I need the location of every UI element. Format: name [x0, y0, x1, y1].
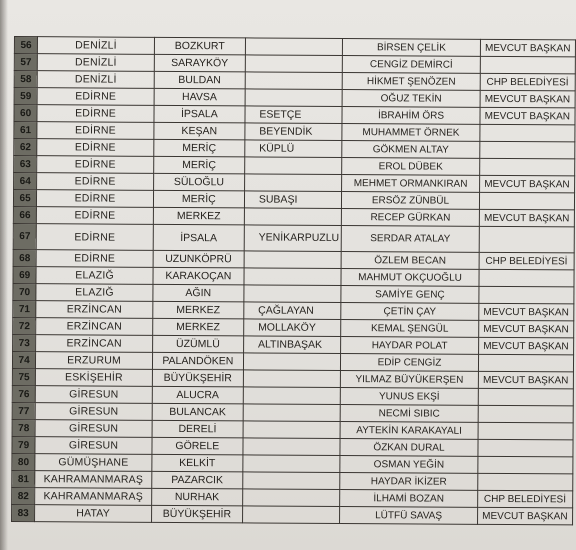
- candidate-name-cell: NECMİ SIBIC: [341, 405, 478, 423]
- town-cell: ÇAĞLAYAN: [244, 302, 342, 320]
- district-cell: KEŞAN: [154, 122, 245, 140]
- candidate-name-cell: ÖZKAN DURAL: [340, 439, 477, 457]
- candidate-name-cell: CENGİZ DEMİRCİ: [343, 56, 480, 74]
- district-cell: DERELİ: [152, 420, 243, 438]
- candidate-name-cell: İBRAHİM ÖRS: [342, 107, 479, 125]
- district-cell: KELKİT: [152, 454, 243, 472]
- town-cell: ALTINBAŞAK: [243, 336, 341, 354]
- status-cell: [477, 456, 572, 474]
- district-cell: BÜYÜKŞEHİR: [151, 505, 242, 523]
- province-cell: EDİRNE: [37, 173, 154, 191]
- status-cell: [479, 269, 574, 287]
- candidate-name-cell: MEHMET ORMANKIRAN: [342, 175, 479, 193]
- row-number: 78: [12, 419, 35, 436]
- status-cell: [479, 124, 574, 142]
- candidate-name-cell: AYTEKİN KARAKAYALI: [340, 422, 477, 440]
- province-cell: KAHRAMANMARAŞ: [35, 471, 152, 489]
- candidate-name-cell: KEMAL ŞENGÜL: [341, 320, 478, 338]
- province-cell: ERZİNCAN: [36, 318, 153, 336]
- row-number: 80: [12, 453, 35, 470]
- row-number: 64: [14, 173, 37, 190]
- candidate-name-cell: HİKMET ŞENÖZEN: [343, 73, 480, 91]
- town-cell: MOLLAKÖY: [244, 319, 342, 337]
- province-cell: EDİRNE: [37, 207, 154, 225]
- district-cell: GÖRELE: [152, 437, 243, 455]
- status-cell: MEVCUT BAŞKAN: [480, 39, 575, 57]
- row-number: 71: [13, 300, 36, 317]
- district-cell: MERİÇ: [154, 139, 245, 157]
- province-cell: EDİRNE: [37, 105, 154, 123]
- status-cell: [478, 286, 573, 304]
- status-cell: CHP BELEDİYESİ: [480, 73, 575, 91]
- district-cell: SARAYKÖY: [154, 54, 245, 72]
- row-number: 65: [13, 190, 36, 207]
- candidate-name-cell: MAHMUT OKÇUOĞLU: [341, 269, 478, 287]
- town-cell: [243, 387, 341, 405]
- row-number: 69: [13, 266, 36, 283]
- town-cell: [245, 89, 343, 107]
- candidate-name-cell: HAYDAR POLAT: [341, 337, 478, 355]
- town-cell: [243, 353, 341, 371]
- row-number: 70: [13, 283, 36, 300]
- town-cell: [244, 174, 342, 192]
- town-cell: [244, 208, 342, 226]
- status-cell: MEVCUT BAŞKAN: [479, 209, 574, 227]
- row-number: 79: [12, 436, 35, 453]
- province-cell: DENİZLİ: [38, 37, 155, 55]
- row-number: 61: [14, 122, 37, 139]
- status-cell: CHP BELEDİYESİ: [477, 490, 572, 508]
- candidate-name-cell: ERSÖZ ZÜNBÜL: [342, 192, 479, 210]
- status-cell: [478, 422, 573, 440]
- province-cell: EDİRNE: [37, 156, 154, 174]
- province-cell: EDİRNE: [37, 139, 154, 157]
- town-cell: [245, 157, 343, 175]
- province-cell: ELAZIĞ: [36, 267, 153, 285]
- district-cell: MERKEZ: [152, 318, 243, 336]
- town-cell: [243, 421, 341, 439]
- province-cell: EDİRNE: [36, 250, 153, 268]
- table-row: [13, 223, 574, 252]
- district-cell: SÜLOĞLU: [153, 173, 244, 191]
- town-cell: [245, 55, 343, 73]
- row-number: 83: [12, 504, 35, 521]
- province-cell: ERZURUM: [36, 352, 153, 370]
- town-cell: [245, 72, 343, 90]
- district-cell: MERİÇ: [153, 156, 244, 174]
- candidate-name-cell: İLHAMİ BOZAN: [340, 490, 477, 508]
- district-cell: BULANCAK: [152, 403, 243, 421]
- row-number: 76: [12, 385, 35, 402]
- province-cell: EDİRNE: [37, 190, 154, 208]
- province-cell: EDİRNE: [37, 122, 154, 140]
- row-number: 66: [13, 206, 36, 223]
- town-cell: [243, 404, 341, 422]
- candidate-name-cell: EROL DÜBEK: [342, 158, 479, 176]
- row-number: 75: [12, 368, 35, 385]
- district-cell: AĞIN: [153, 284, 244, 302]
- status-cell: CHP BELEDİYESİ: [479, 252, 574, 270]
- province-cell: DENİZLİ: [38, 54, 155, 72]
- town-cell: [243, 472, 341, 490]
- candidate-name-cell: HAYDAR İKİZER: [340, 473, 477, 491]
- candidate-name-cell: ÖZLEM BECAN: [341, 252, 478, 270]
- town-cell: [244, 268, 342, 286]
- row-number: 59: [14, 88, 37, 105]
- status-cell: MEVCUT BAŞKAN: [480, 107, 575, 125]
- status-cell: MEVCUT BAŞKAN: [479, 175, 574, 193]
- status-cell: MEVCUT BAŞKAN: [480, 90, 575, 108]
- candidate-name-cell: GÖKMEN ALTAY: [342, 141, 479, 159]
- province-cell: HATAY: [35, 505, 152, 523]
- candidate-name-cell: OĞUZ TEKİN: [342, 90, 479, 108]
- district-cell: KARAKOÇAN: [153, 267, 244, 285]
- district-cell: İPSALA: [154, 105, 245, 123]
- status-cell: [480, 56, 575, 74]
- row-number: 82: [12, 487, 35, 504]
- district-cell: UZUNKÖPRÜ: [153, 250, 244, 268]
- district-cell: BOZKURT: [154, 37, 245, 55]
- status-cell: [478, 439, 573, 457]
- candidate-name-cell: YUNUS EKŞİ: [341, 388, 478, 406]
- row-number: 81: [12, 470, 35, 487]
- candidate-name-cell: SERDAR ATALAY: [342, 226, 479, 253]
- status-cell: [477, 473, 572, 491]
- status-cell: MEVCUT BAŞKAN: [478, 320, 573, 338]
- row-number: 68: [13, 249, 36, 266]
- town-cell: [244, 251, 342, 269]
- status-cell: [479, 158, 574, 176]
- row-number: 56: [14, 37, 37, 54]
- status-cell: MEVCUT BAŞKAN: [478, 371, 573, 389]
- status-cell: [479, 226, 575, 253]
- town-cell: YENİKARPUZLU: [244, 225, 342, 252]
- district-cell: HAVSA: [154, 88, 245, 106]
- district-cell: NURHAK: [151, 488, 242, 506]
- province-cell: GİRESUN: [35, 420, 152, 438]
- row-number: 67: [13, 223, 36, 249]
- candidate-name-cell: SAMİYE GENÇ: [341, 286, 478, 304]
- town-cell: [245, 38, 343, 56]
- row-number: 58: [14, 71, 37, 88]
- district-cell: İPSALA: [153, 224, 244, 251]
- province-cell: KAHRAMANMARAŞ: [35, 488, 152, 506]
- status-cell: MEVCUT BAŞKAN: [478, 303, 573, 321]
- candidate-name-cell: YILMAZ BÜYÜKERŞEN: [341, 371, 478, 389]
- row-number: 60: [14, 105, 37, 122]
- town-cell: ESETÇE: [245, 106, 343, 124]
- district-cell: BULDAN: [154, 71, 245, 89]
- row-number: 74: [12, 351, 35, 368]
- district-cell: MERKEZ: [153, 207, 244, 225]
- status-cell: MEVCUT BAŞKAN: [478, 337, 573, 355]
- status-cell: [478, 388, 573, 406]
- candidate-name-cell: MUHAMMET ÖRNEK: [342, 124, 479, 142]
- candidate-table: [11, 36, 576, 525]
- page-shadow: [0, 0, 8, 550]
- district-cell: MERİÇ: [153, 190, 244, 208]
- province-cell: EDİRNE: [37, 88, 154, 106]
- town-cell: BEYENDİK: [245, 123, 343, 141]
- town-cell: [243, 455, 341, 473]
- province-cell: DENİZLİ: [37, 71, 154, 89]
- province-cell: GÜMÜŞHANE: [35, 454, 152, 472]
- row-number: 57: [14, 54, 37, 71]
- town-cell: [244, 285, 342, 303]
- town-cell: KÜPLÜ: [245, 140, 343, 158]
- district-cell: PALANDÖKEN: [152, 352, 243, 370]
- town-cell: [243, 438, 341, 456]
- province-cell: ERZİNCAN: [36, 335, 153, 353]
- district-cell: ALUCRA: [152, 386, 243, 404]
- town-cell: SUBAŞI: [244, 191, 342, 209]
- table-row: [12, 504, 573, 524]
- status-cell: MEVCUT BAŞKAN: [477, 507, 572, 525]
- province-cell: GİRESUN: [35, 437, 152, 455]
- town-cell: [242, 489, 340, 507]
- candidate-name-cell: EDİP CENGİZ: [341, 354, 478, 372]
- row-number: 62: [14, 139, 37, 156]
- town-cell: [243, 370, 341, 388]
- province-cell: EDİRNE: [36, 224, 153, 251]
- row-number: 77: [12, 402, 35, 419]
- town-cell: [242, 506, 340, 524]
- status-cell: [479, 192, 574, 210]
- status-cell: [479, 141, 574, 159]
- candidate-name-cell: LÜTFÜ SAVAŞ: [340, 507, 477, 525]
- province-cell: ERZİNCAN: [36, 301, 153, 319]
- status-cell: [478, 405, 573, 423]
- district-cell: ÜZÜMLÜ: [152, 335, 243, 353]
- candidate-name-cell: OSMAN YEĞİN: [340, 456, 477, 474]
- province-cell: GİRESUN: [35, 386, 152, 404]
- district-cell: PAZARCIK: [152, 471, 243, 489]
- province-cell: ELAZIĞ: [36, 284, 153, 302]
- candidate-name-cell: ÇETİN ÇAY: [341, 303, 478, 321]
- row-number: 63: [14, 156, 37, 173]
- candidate-name-cell: BİRSEN ÇELİK: [343, 39, 480, 57]
- district-cell: MERKEZ: [153, 301, 244, 319]
- candidate-table-body: [12, 37, 576, 525]
- district-cell: BÜYÜKŞEHİR: [152, 369, 243, 387]
- row-number: 72: [13, 317, 36, 334]
- candidate-name-cell: RECEP GÜRKAN: [342, 209, 479, 227]
- status-cell: [478, 354, 573, 372]
- row-number: 73: [13, 334, 36, 351]
- province-cell: ESKİŞEHİR: [36, 369, 153, 387]
- province-cell: GİRESUN: [35, 403, 152, 421]
